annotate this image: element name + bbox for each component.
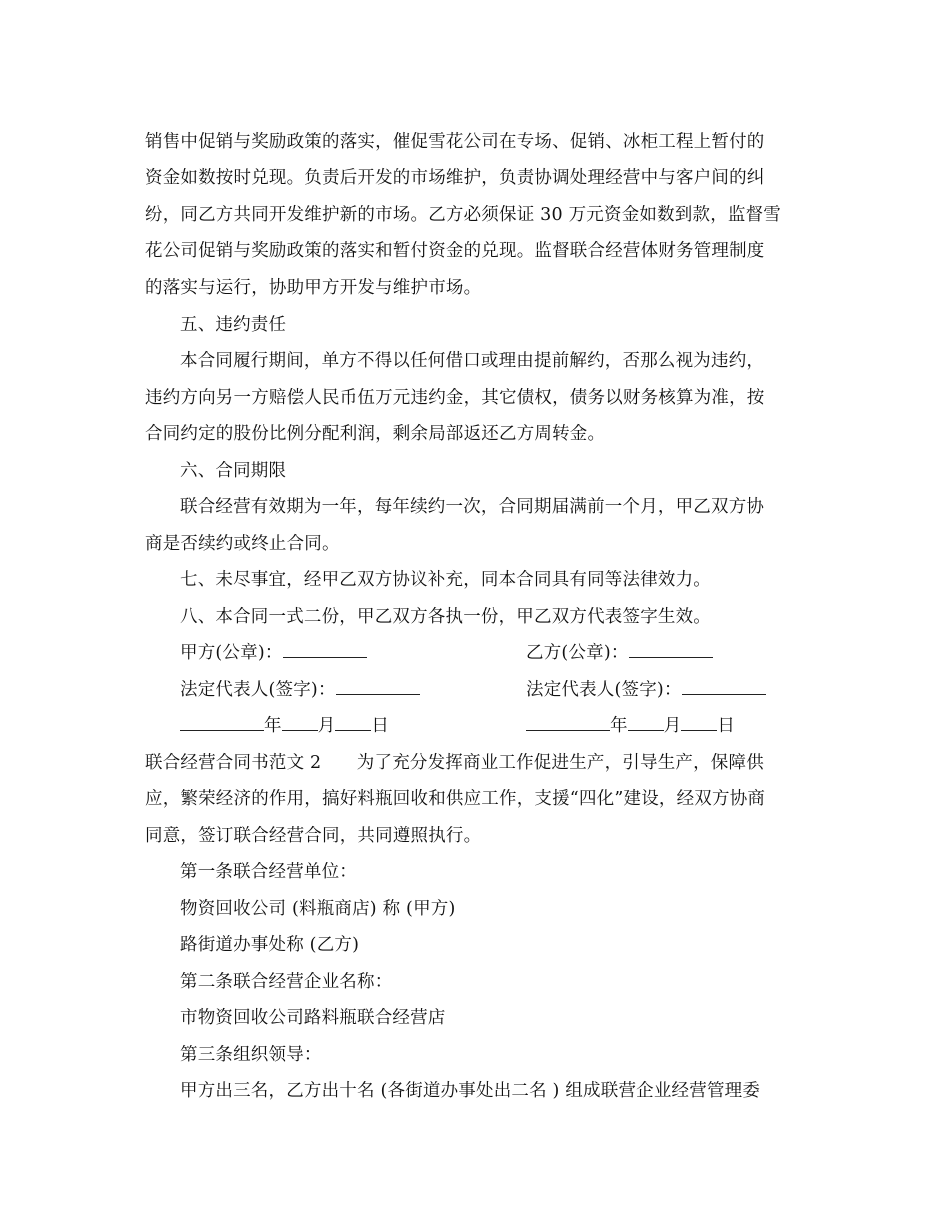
section-heading: 六、合同期限 <box>180 461 287 481</box>
paragraph-line: 八、本合同一式二份，甲乙双方各执一份，甲乙双方代表签字生效。 <box>180 607 711 627</box>
year-blank <box>526 714 610 731</box>
paragraph-line: 的落实与运行，协助甲方开发与维护市场。 <box>145 278 482 298</box>
party-a-date <box>180 714 389 738</box>
year-blank <box>180 714 264 731</box>
year-label: 年 <box>264 716 282 736</box>
party-a-seal-label: 甲方(公章)： <box>180 643 283 663</box>
paragraph-line: 同意，签订联合经营合同，共同遵照执行。 <box>145 826 482 846</box>
rep-a-label: 法定代表人(签字)： <box>180 680 336 700</box>
day-label: 日 <box>717 716 736 736</box>
month-label: 月 <box>317 716 336 736</box>
party-b-representative <box>526 678 766 702</box>
paragraph-line: 市物资回收公司路料瓶联合经营店 <box>180 1008 446 1028</box>
party-b-seal-blank <box>629 641 713 658</box>
month-blank <box>282 714 318 731</box>
paragraph-line: 应，繁荣经济的作用，搞好料瓶回收和供应工作，支援“四化”建设，经双方协商 <box>145 789 766 809</box>
paragraph-line: 纷，同乙方共同开发维护新的市场。乙方必须保证 30 万元资金如数到款，监督雪 <box>145 205 781 225</box>
rep-a-blank <box>336 678 420 695</box>
paragraph-line: 联合经营有效期为一年，每年续约一次，合同期届满前一个月，甲乙双方协 <box>180 497 765 517</box>
year-label: 年 <box>610 716 628 736</box>
paragraph-line: 商是否续约或终止合同。 <box>145 534 340 554</box>
party-b-seal <box>526 641 713 665</box>
party-b-seal-label: 乙方(公章)： <box>526 643 629 663</box>
month-blank <box>628 714 664 731</box>
rep-b-label: 法定代表人(签字)： <box>526 680 682 700</box>
party-b-date <box>526 714 735 738</box>
section-heading: 五、违约责任 <box>180 315 287 335</box>
paragraph-line: 甲方出三名，乙方出十名 (各街道办事处出二名 ) 组成联营企业经营管理委 <box>180 1081 761 1101</box>
day-blank <box>335 714 371 731</box>
section-title-line: 联合经营合同书范文 2 为了充分发挥商业工作促进生产，引导生产，保障供 <box>145 753 764 773</box>
article-heading: 第一条联合经营单位： <box>180 862 357 882</box>
month-label: 月 <box>663 716 682 736</box>
day-blank <box>681 714 717 731</box>
paragraph-line: 物资回收公司 (料瓶商店) 称 (甲方) <box>180 899 456 919</box>
day-label: 日 <box>371 716 390 736</box>
paragraph-line: 销售中促销与奖励政策的落实，催促雪花公司在专场、促销、冰柜工程上暂付的 <box>145 132 765 152</box>
article-heading: 第三条组织领导： <box>180 1045 322 1065</box>
paragraph-line: 花公司促销与奖励政策的落实和暂付资金的兑现。监督联合经营体财务管理制度 <box>145 241 765 261</box>
paragraph-line: 本合同履行期间，单方不得以任何借口或理由提前解约，否那么视为违约， <box>180 351 765 371</box>
article-heading: 第二条联合经营企业名称： <box>180 972 393 992</box>
party-a-seal <box>180 641 367 665</box>
paragraph-line: 资金如数按时兑现。负责后开发的市场维护，负责协调处理经营中与客户间的纠 <box>145 168 765 188</box>
party-a-seal-blank <box>283 641 367 658</box>
paragraph-line: 违约方向另一方赔偿人民币伍万元违约金，其它债权，债务以财务核算为准，按 <box>145 388 765 408</box>
paragraph-line: 七、未尽事宜，经甲乙双方协议补充，同本合同具有同等法律效力。 <box>180 570 711 590</box>
rep-b-blank <box>682 678 766 695</box>
paragraph-line: 路街道办事处称 (乙方) <box>180 935 360 955</box>
party-a-representative <box>180 678 420 702</box>
paragraph-line: 合同约定的股份比例分配利润，剩余局部返还乙方周转金。 <box>145 424 606 444</box>
